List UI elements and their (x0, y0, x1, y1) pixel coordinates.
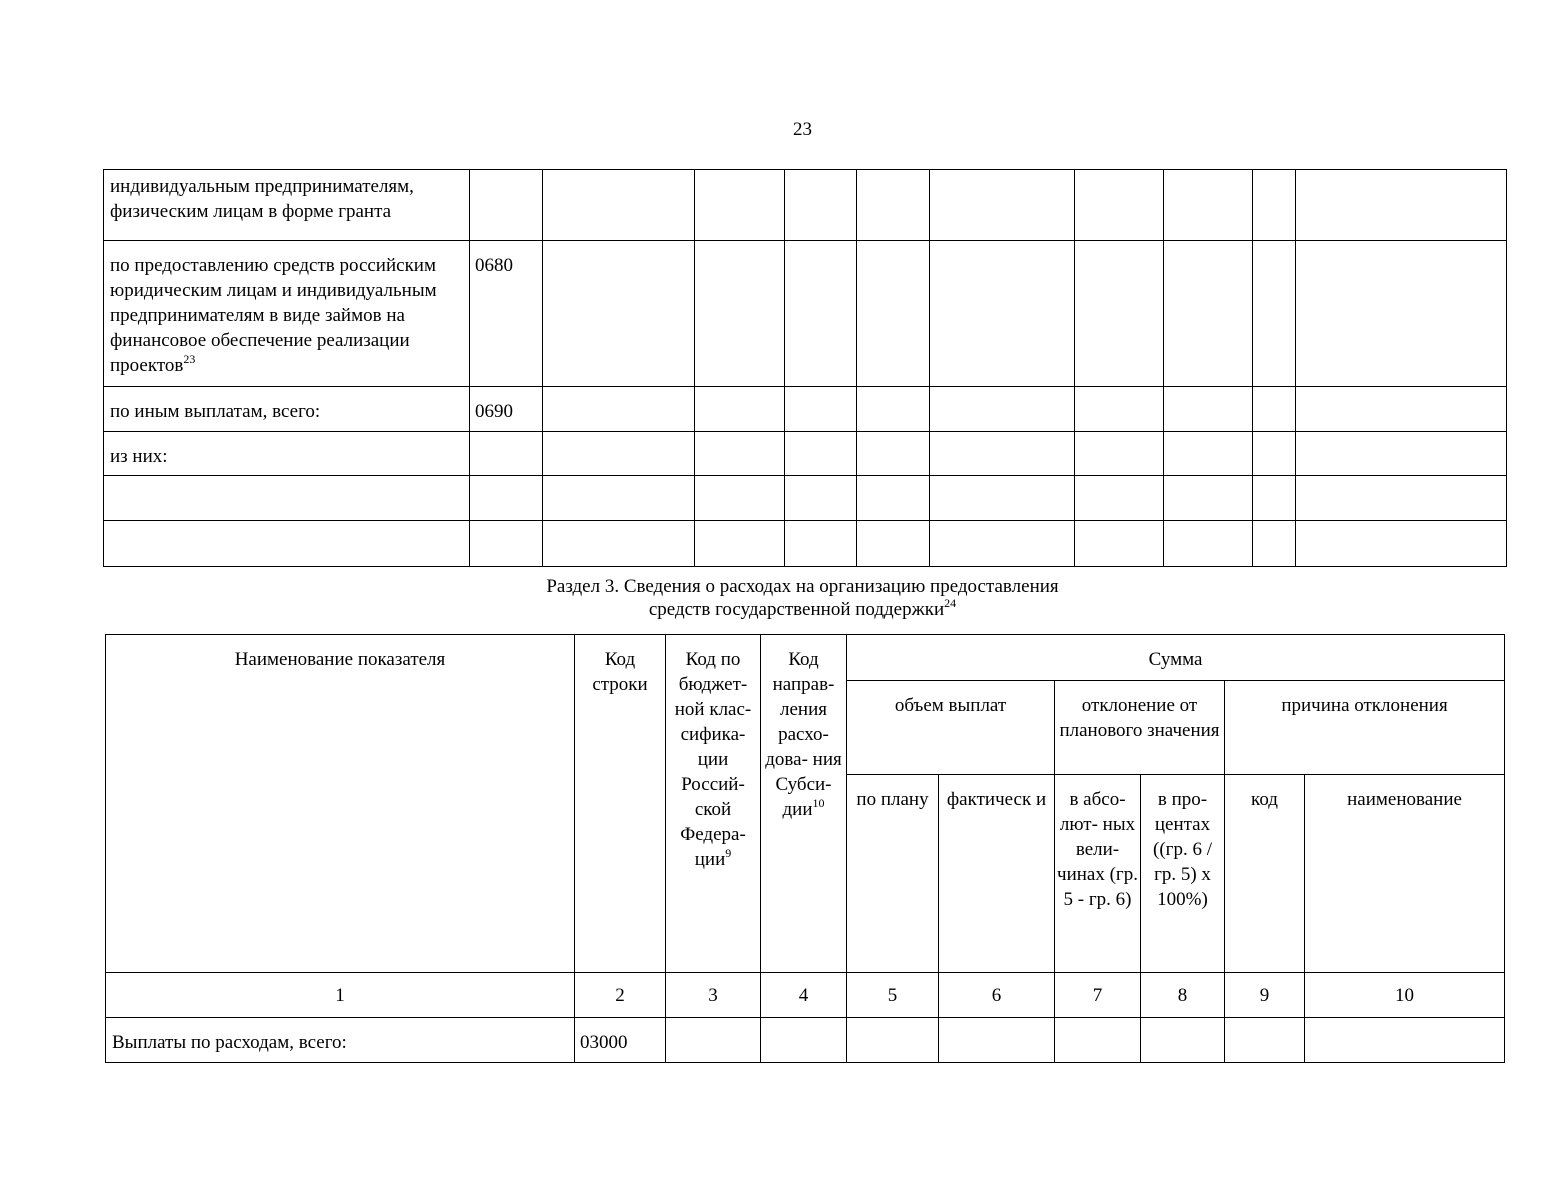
footnote-ref: 23 (183, 352, 196, 366)
table-row (104, 387, 1507, 432)
row-name: по предоставлению средств российским юридическим лицам и индивидуальным предпринимателям в виде займов на финансовое обеспечение реализации проектов$^{23}$ (104, 241, 470, 387)
grant-payments-table (103, 169, 1507, 567)
table-row (104, 476, 1507, 521)
expenses-table (105, 634, 1505, 1063)
column-number: 3 (666, 973, 761, 1018)
header-deviation-reason: причина отклонения (1225, 681, 1505, 775)
header-name: Наименование показателя (106, 635, 575, 973)
header-payments-volume: объем выплат (847, 681, 1055, 775)
section-title (0, 575, 1549, 621)
column-number: 8 (1141, 973, 1225, 1018)
row-name: из них: (104, 432, 470, 476)
row-name (104, 521, 470, 567)
table-row (104, 241, 1507, 387)
table-row (104, 170, 1507, 241)
header-percent: в про- центах ((гр. 6 / гр. 5) х 100%) (1141, 775, 1225, 973)
header-deviation: отклонение от планового значения (1055, 681, 1225, 775)
column-number: 4 (761, 973, 847, 1018)
header-direction-code: Код направ- ления расхо- дова- ния Субси- дии$^{10}$ (761, 635, 847, 973)
row-code (470, 170, 543, 241)
table-row (104, 521, 1507, 567)
header-row (106, 635, 1505, 681)
table-row (106, 1018, 1505, 1063)
column-numbers-row (106, 973, 1505, 1018)
row-name: индивидуальным предпринимателям, физическим лицам в форме гранта (104, 170, 470, 241)
column-number: 1 (106, 973, 575, 1018)
row-code: 0680 (470, 241, 543, 387)
footnote-ref: 24 (944, 596, 957, 610)
section-title-line1: Раздел 3. Сведения о расходах на организацию предоставления (546, 576, 1059, 597)
header-budget-code: Код по бюджет- ной клас- сифика- ции Россий- ской Федера- ции$^9$ (666, 635, 761, 973)
column-number: 9 (1225, 973, 1305, 1018)
column-number: 7 (1055, 973, 1141, 1018)
column-number: 10 (1305, 973, 1505, 1018)
header-row-code: Код строки (575, 635, 666, 973)
page-number: 23 (793, 119, 812, 140)
column-number: 6 (939, 973, 1055, 1018)
row-code: 03000 (575, 1018, 666, 1063)
row-code: 0690 (470, 387, 543, 432)
row-code (470, 432, 543, 476)
header-actual: фактическ и (939, 775, 1055, 973)
row-code (470, 476, 543, 521)
header-reason-name: наименование (1305, 775, 1505, 973)
footnote-ref: 10 (812, 796, 825, 810)
header-sum: Сумма (847, 635, 1505, 681)
column-number: 5 (847, 973, 939, 1018)
header-abs-values: в абсо- лют- ных вели- чинах (гр. 5 - гр. 6) (1055, 775, 1141, 973)
table-row (104, 432, 1507, 476)
column-number: 2 (575, 973, 666, 1018)
row-name (104, 476, 470, 521)
header-reason-code: код (1225, 775, 1305, 973)
header-by-plan: по плану (847, 775, 939, 973)
section-title-line2: средств государственной поддержки$^{24}$ (648, 596, 957, 620)
row-name: Выплаты по расходам, всего: (106, 1018, 575, 1063)
footnote-ref: 9 (725, 846, 732, 860)
row-code (470, 521, 543, 567)
row-name: по иным выплатам, всего: (104, 387, 470, 432)
